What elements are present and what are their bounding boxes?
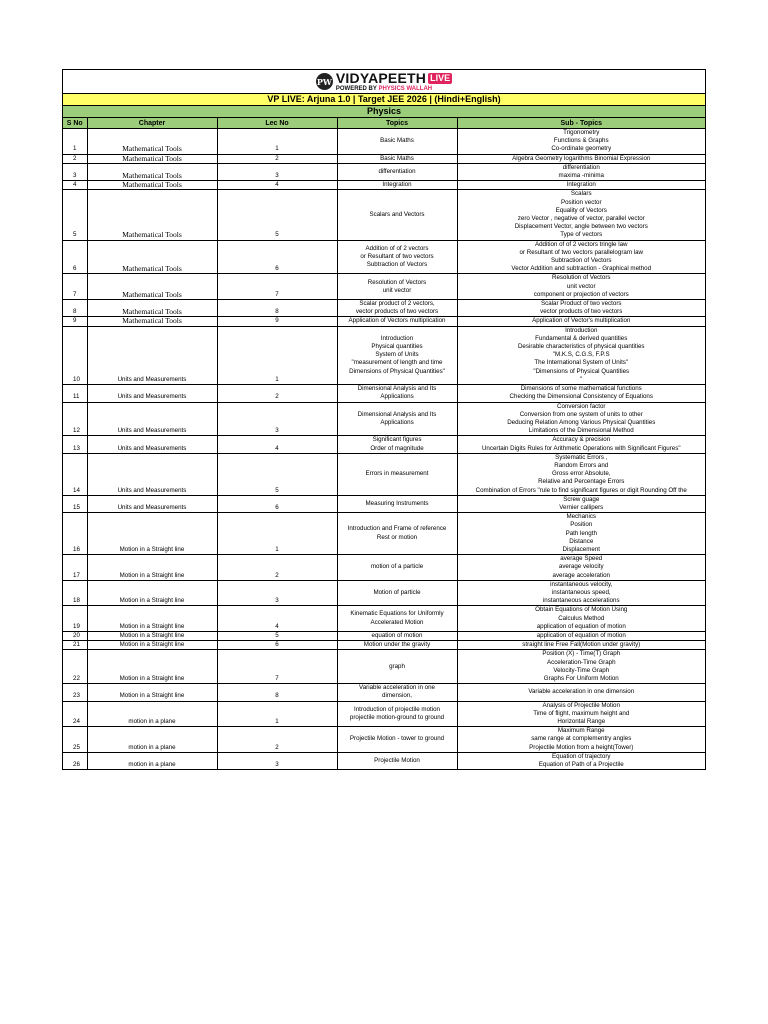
row-sno: 15 — [63, 495, 87, 512]
row-sno: 8 — [63, 300, 87, 317]
row-topics — [337, 240, 457, 274]
topic-line: vector products of two vectors — [355, 308, 439, 316]
row-topics — [337, 650, 457, 684]
subtopic-line: Subtraction of Vectors — [550, 257, 612, 265]
subtopic-line: Velocity-Time Graph — [553, 666, 610, 674]
row-topics — [337, 641, 457, 650]
row-chapter: Units and Measurements — [87, 453, 217, 495]
row-lec-no: 2 — [217, 385, 337, 402]
row-lec-no: 4 — [217, 606, 337, 632]
subtopic-line: Functions & Graphs — [553, 137, 609, 145]
row-sno: 13 — [63, 436, 87, 453]
row-topics — [337, 436, 457, 453]
row-sno: 12 — [63, 402, 87, 436]
row-subtopics — [457, 300, 705, 317]
topic-line: Motion under the gravity — [363, 641, 431, 649]
subtopic-line: Algebra Geometry logarithms Binomial Expression — [512, 154, 651, 162]
subtopic-line: Obtain Equations of Motion Using — [535, 606, 628, 614]
subtopic-line: Systematic Errors , — [555, 453, 608, 461]
topic-line: dimension, — [382, 692, 412, 700]
row-subtopics — [457, 453, 705, 495]
subtopic-line: Horizontal Range — [557, 718, 606, 726]
subtopic-line: Time of flight, maximum height and — [533, 709, 630, 717]
subtopic-line: average velocity — [558, 563, 604, 571]
subtopic-line: Maximum Range — [557, 727, 605, 735]
row-topics — [337, 317, 457, 326]
row-lec-no: 1 — [217, 326, 337, 384]
row-lec-no: 2 — [217, 154, 337, 163]
topic-line: Scalars and Vectors — [369, 210, 425, 218]
row-chapter: Mathematical Tools — [87, 129, 217, 155]
row-sno: 26 — [63, 752, 87, 769]
subtopic-line: "Dimensions of Physical Quantities — [533, 367, 630, 375]
topic-line: Basic Maths — [380, 137, 414, 145]
row-subtopics — [457, 650, 705, 684]
topic-line: Dimensional Analysis and Its — [357, 410, 437, 418]
row-subtopics — [457, 163, 705, 180]
topic-line: "measurement of length and time — [351, 359, 443, 367]
row-subtopics — [457, 631, 705, 640]
table-row — [63, 580, 705, 606]
row-chapter: Motion in a Straight line — [87, 650, 217, 684]
subtopic-line: Addition of of 2 vectors tringle law — [534, 240, 628, 248]
subtopic-line: Resolution of Vectors — [552, 274, 611, 282]
subtopic-line: " — [580, 375, 583, 383]
subtopic-line: Trigonometry — [563, 129, 600, 136]
subtopic-line: Conversion factor — [557, 402, 606, 410]
row-chapter: Mathematical Tools — [87, 240, 217, 274]
topic-line: Subtraction of Vectors — [366, 261, 428, 269]
row-chapter: Units and Measurements — [87, 326, 217, 384]
subtopic-line: Mechanics — [566, 513, 597, 521]
row-chapter: Motion in a Straight line — [87, 555, 217, 581]
row-lec-no: 3 — [217, 752, 337, 769]
subtopic-line: Equation of trajectory — [552, 752, 611, 760]
row-lec-no: 3 — [217, 402, 337, 436]
topic-line: Resolution of Vectors — [367, 278, 427, 286]
row-chapter: Motion in a Straight line — [87, 641, 217, 650]
row-subtopics — [457, 495, 705, 512]
row-lec-no: 4 — [217, 436, 337, 453]
row-subtopics — [457, 436, 705, 453]
subtopic-line: Projectile Motion from a height(Tower) — [529, 743, 634, 751]
table-row — [63, 701, 705, 727]
table-row — [63, 240, 705, 274]
subtopic-line: Limitations of the Dimensional Method — [528, 427, 634, 435]
row-chapter: Units and Measurements — [87, 495, 217, 512]
topic-line: graph — [389, 662, 405, 670]
row-lec-no: 7 — [217, 274, 337, 300]
row-subtopics — [457, 701, 705, 727]
row-topics — [337, 402, 457, 436]
table-row — [63, 402, 705, 436]
row-subtopics — [457, 641, 705, 650]
row-sno: 24 — [63, 701, 87, 727]
row-chapter: Motion in a Straight line — [87, 580, 217, 606]
topic-line: System of Units — [375, 351, 419, 359]
row-sno: 17 — [63, 555, 87, 581]
row-subtopics — [457, 580, 705, 606]
subtopic-line: component or projection of vectors — [533, 290, 629, 298]
row-chapter: Mathematical Tools — [87, 154, 217, 163]
subtopic-line: Analysis of Projectile Motion — [542, 701, 620, 709]
subtopic-line: application of equation of motion — [536, 631, 626, 639]
row-sno: 6 — [63, 240, 87, 274]
subtopic-line: Type of vectors — [560, 231, 603, 239]
topic-line: Introduction — [380, 334, 414, 342]
subtopic-line: Displacement — [562, 545, 600, 553]
table-row — [63, 190, 705, 240]
subtopic-line: Position (X) - Time(T) Graph — [542, 650, 621, 658]
subtopic-line: Equality of Vectors — [555, 206, 607, 214]
row-lec-no: 5 — [217, 190, 337, 240]
subtopic-line: or Resultant of two vectors parallelogram law — [519, 248, 643, 256]
row-topics — [337, 580, 457, 606]
table-row — [63, 163, 705, 180]
row-topics — [337, 727, 457, 753]
topic-line: projectile motion-ground to ground — [349, 713, 445, 721]
topic-line: Basic Maths — [380, 154, 414, 162]
row-topics — [337, 154, 457, 163]
table-row — [63, 274, 705, 300]
topic-line: Variable acceleration in one — [359, 684, 435, 692]
row-chapter: Mathematical Tools — [87, 300, 217, 317]
row-sno: 1 — [63, 129, 87, 155]
row-topics — [337, 300, 457, 317]
subtopic-line: Deducing Relation Among Various Physical Quantities — [507, 418, 656, 426]
row-chapter: Motion in a Straight line — [87, 684, 217, 701]
table-row — [63, 555, 705, 581]
row-chapter: motion in a plane — [87, 727, 217, 753]
row-subtopics — [457, 190, 705, 240]
row-lec-no: 6 — [217, 495, 337, 512]
topic-line: Dimensions of Physical Quantities" — [349, 367, 445, 375]
row-subtopics — [457, 385, 705, 402]
row-chapter: Mathematical Tools — [87, 274, 217, 300]
subtopic-line: instantaneous velocity, — [550, 580, 613, 588]
subtopic-line: maxima -minima — [558, 172, 604, 180]
row-subtopics — [457, 181, 705, 190]
table-row — [63, 317, 705, 326]
subtopic-line: Acceleration-Time Graph — [546, 658, 616, 666]
subtopic-line: instantaneous accelerations — [542, 597, 620, 605]
subtopic-line: average Speed — [560, 555, 603, 563]
batch-title: VP LIVE: Arjuna 1.0 | Target JEE 2026 | (Hindi+English) — [63, 94, 705, 106]
topic-line: Rest or motion — [376, 533, 418, 541]
row-subtopics — [457, 752, 705, 769]
topic-line: Integration — [382, 181, 412, 189]
pw-logo-icon: PW — [316, 73, 333, 90]
row-chapter: Motion in a Straight line — [87, 631, 217, 640]
col-header-subtopics: Sub - Topics — [457, 118, 705, 129]
subtopic-line: Position — [570, 521, 593, 529]
topic-line: Introduction of projectile motion — [354, 705, 440, 713]
header-row — [63, 118, 705, 129]
row-lec-no: 5 — [217, 631, 337, 640]
row-chapter: Mathematical Tools — [87, 181, 217, 190]
row-sno: 21 — [63, 641, 87, 650]
subtopic-line: Conversion from one system of units to other — [519, 410, 643, 418]
row-topics — [337, 385, 457, 402]
table-row — [63, 129, 705, 155]
topic-line: Applications — [380, 393, 414, 401]
row-sno: 9 — [63, 317, 87, 326]
row-sno: 25 — [63, 727, 87, 753]
table-row — [63, 650, 705, 684]
row-subtopics — [457, 606, 705, 632]
topic-line: Application of Vectors multiplication — [348, 317, 446, 325]
subtopic-line: Scalars — [570, 190, 592, 198]
col-header-lec-no: Lec No — [217, 118, 337, 129]
topic-line: or Resultant of two vectors — [360, 252, 434, 260]
row-topics — [337, 631, 457, 640]
topic-line: Accelerated Motion — [370, 618, 424, 626]
row-topics — [337, 326, 457, 384]
table-row — [63, 495, 705, 512]
table-row — [63, 154, 705, 163]
row-chapter: motion in a plane — [87, 701, 217, 727]
subtopic-line: Calculus Method — [558, 614, 605, 622]
topic-line: Scalar product of 2 vectors, — [359, 300, 435, 308]
row-chapter: Units and Measurements — [87, 436, 217, 453]
row-topics — [337, 129, 457, 155]
row-subtopics — [457, 555, 705, 581]
row-lec-no: 1 — [217, 701, 337, 727]
subtopic-line: differentiation — [562, 163, 600, 171]
subtopic-line: zero Vector , negative of vector, parallel vector — [517, 215, 645, 223]
row-topics — [337, 555, 457, 581]
row-lec-no: 3 — [217, 580, 337, 606]
topic-line: equation of motion — [371, 631, 423, 639]
subtopic-line: straight line Free Fall(Motion under gravity) — [522, 641, 641, 649]
topic-line: Applications — [380, 418, 414, 426]
topic-line: Measuring Instruments — [365, 499, 429, 507]
row-lec-no: 1 — [217, 129, 337, 155]
brand-logo — [63, 70, 705, 94]
row-sno: 14 — [63, 453, 87, 495]
subtopic-line: Scalar Product of two vectors — [541, 300, 622, 308]
table-row — [63, 684, 705, 701]
syllabus-table — [63, 118, 705, 769]
subtopic-line: Vector Addition and subtraction - Graphical method — [511, 265, 652, 273]
row-sno: 11 — [63, 385, 87, 402]
row-sno: 16 — [63, 513, 87, 555]
row-lec-no: 6 — [217, 641, 337, 650]
row-sno: 10 — [63, 326, 87, 384]
topic-line: Kinematic Equations for Uniformly — [350, 610, 444, 618]
table-row — [63, 631, 705, 640]
row-lec-no: 5 — [217, 453, 337, 495]
subtopic-line: Introduction — [565, 326, 598, 334]
topic-line: Motion of particle — [373, 588, 421, 596]
subtopic-line: Vernier callipers — [559, 503, 604, 511]
subtopic-line: vector products of two vectors — [540, 308, 623, 316]
table-row — [63, 641, 705, 650]
row-topics — [337, 752, 457, 769]
topic-line: Significant figures — [372, 436, 422, 444]
row-lec-no: 6 — [217, 240, 337, 274]
powered-by: POWERED BY PHYSICS WALLAH — [335, 86, 433, 92]
row-topics — [337, 190, 457, 240]
row-subtopics — [457, 402, 705, 436]
table-row — [63, 181, 705, 190]
topic-line: Order of magnitude — [370, 444, 424, 452]
row-lec-no: 7 — [217, 650, 337, 684]
syllabus-sheet — [62, 69, 706, 770]
row-topics — [337, 453, 457, 495]
topic-line: Addition of of 2 vectors — [365, 244, 429, 252]
subtopic-line: unit vector — [566, 282, 596, 290]
row-chapter: Mathematical Tools — [87, 317, 217, 326]
subtopic-line: Combination of Errors "rule to find significant figures or digit Rounding Off the — [475, 486, 687, 494]
row-chapter: Mathematical Tools — [87, 190, 217, 240]
topic-line: Projectile Motion — [374, 756, 420, 764]
row-sno: 18 — [63, 580, 87, 606]
live-badge: LIVE — [430, 72, 451, 83]
topic-line: Dimensional Analysis and Its — [357, 385, 437, 393]
subtopic-line: Relative and Percentage Errors — [538, 478, 625, 486]
row-topics — [337, 684, 457, 701]
row-subtopics — [457, 129, 705, 155]
subtopic-line: The International System of Units" — [534, 359, 629, 367]
col-header-chapter: Chapter — [87, 118, 217, 129]
row-sno: 20 — [63, 631, 87, 640]
row-sno: 5 — [63, 190, 87, 240]
subtopic-line: application of equation of motion — [536, 622, 626, 630]
row-subtopics — [457, 727, 705, 753]
row-subtopics — [457, 326, 705, 384]
row-subtopics — [457, 317, 705, 326]
row-lec-no: 8 — [217, 684, 337, 701]
row-sno: 23 — [63, 684, 87, 701]
subtopic-line: Dimensions of some mathematical functions — [520, 385, 642, 393]
table-row — [63, 606, 705, 632]
row-sno: 22 — [63, 650, 87, 684]
topic-line: Errors in measurement — [365, 470, 429, 478]
topic-line: motion of a particle — [370, 563, 424, 571]
table-row — [63, 727, 705, 753]
subtopic-line: Distance — [569, 537, 594, 545]
row-sno: 3 — [63, 163, 87, 180]
row-lec-no: 9 — [217, 317, 337, 326]
row-chapter: Units and Measurements — [87, 402, 217, 436]
row-sno: 4 — [63, 181, 87, 190]
subtopic-line: Path length — [565, 529, 597, 537]
row-subtopics — [457, 240, 705, 274]
row-subtopics — [457, 684, 705, 701]
table-row — [63, 436, 705, 453]
subtopic-line: Gross error Absolute, — [552, 470, 611, 478]
row-lec-no: 4 — [217, 181, 337, 190]
row-sno: 7 — [63, 274, 87, 300]
subtopic-line: Equation of Path of a Projectile — [538, 761, 624, 769]
subtopic-line: "M.K.S, C.G.S, F.P.S — [552, 351, 610, 359]
row-topics — [337, 274, 457, 300]
topic-line: Projectile Motion - tower to ground — [349, 735, 445, 743]
row-chapter: Motion in a Straight line — [87, 606, 217, 632]
table-row — [63, 513, 705, 555]
table-row — [63, 453, 705, 495]
table-row — [63, 300, 705, 317]
row-lec-no: 1 — [217, 513, 337, 555]
row-chapter: Units and Measurements — [87, 385, 217, 402]
row-topics — [337, 181, 457, 190]
topic-line: Physical quantities — [371, 343, 423, 351]
row-lec-no: 8 — [217, 300, 337, 317]
topic-line: unit vector — [382, 286, 412, 294]
row-subtopics — [457, 154, 705, 163]
subtopic-line: Fundamental & derived quantities — [535, 334, 628, 342]
row-lec-no: 2 — [217, 555, 337, 581]
subtopic-line: instantaneous speed, — [551, 588, 611, 596]
topic-line: differentiation — [378, 167, 416, 175]
row-chapter: Mathematical Tools — [87, 163, 217, 180]
table-row — [63, 326, 705, 384]
subtopic-line: Integration — [566, 181, 596, 189]
row-sno: 2 — [63, 154, 87, 163]
table-row — [63, 752, 705, 769]
subtopic-line: Position vector — [560, 198, 602, 206]
subtopic-line: Checking the Dimensional Consistency of Equations — [509, 393, 653, 401]
subtopic-line: Application of Vector's multiplication — [532, 317, 631, 325]
subtopic-line: Co-ordinate geometry — [551, 145, 612, 153]
brand-name: VIDYAPEETH — [335, 70, 427, 86]
subtopic-line: same range at complementry angles — [531, 735, 632, 743]
row-topics — [337, 513, 457, 555]
row-chapter: motion in a plane — [87, 752, 217, 769]
subtopic-line: Displacement Vector, angle between two vectors — [514, 223, 648, 231]
row-lec-no: 3 — [217, 163, 337, 180]
subtopic-line: Variable acceleration in one dimension — [528, 688, 635, 696]
subtopic-line: Random Errors and — [554, 461, 609, 469]
subject-title: Physics — [63, 106, 705, 118]
topic-line: Introduction and Frame of reference — [347, 525, 447, 533]
table-row — [63, 385, 705, 402]
row-topics — [337, 495, 457, 512]
row-topics — [337, 606, 457, 632]
row-topics — [337, 701, 457, 727]
col-header-topics: Topics — [337, 118, 457, 129]
row-topics — [337, 163, 457, 180]
row-subtopics — [457, 274, 705, 300]
subtopic-line: Screw guage — [563, 495, 600, 503]
row-subtopics — [457, 513, 705, 555]
subtopic-line: Accuracy & precision — [552, 436, 611, 444]
subtopic-line: Graphs For Uniform Motion — [543, 675, 619, 682]
subtopic-line: Desirable characteristics of physical quantities — [517, 343, 645, 351]
row-sno: 19 — [63, 606, 87, 632]
subtopic-line: average acceleration — [552, 571, 610, 579]
row-lec-no: 2 — [217, 727, 337, 753]
col-header-sno: S No — [63, 118, 87, 129]
row-chapter: Motion in a Straight line — [87, 513, 217, 555]
subtopic-line: Uncertain Digits Rules for Arithmetic Operations with Significant Figures" — [481, 444, 681, 452]
